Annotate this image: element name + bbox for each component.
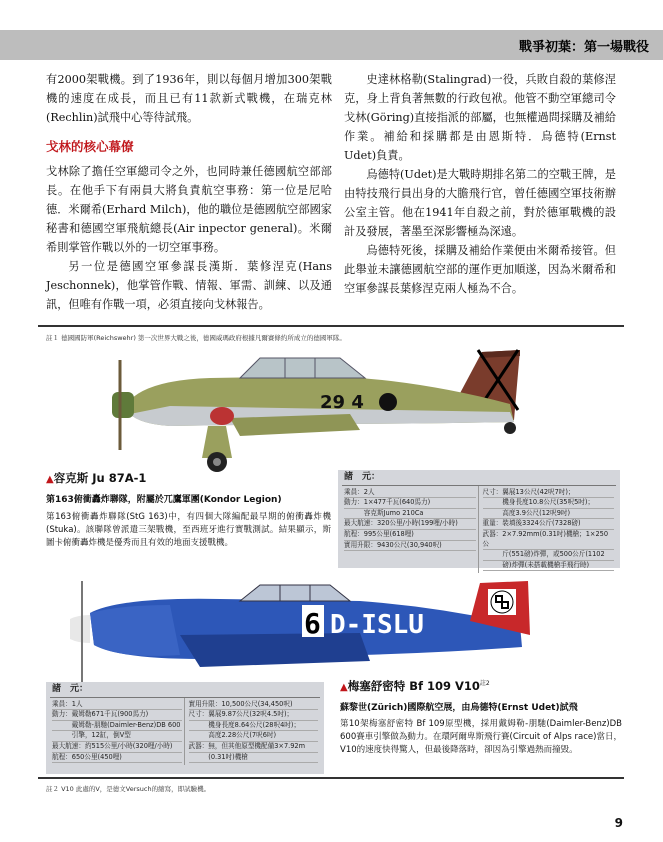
spec-line: 最大航速：320公里/小時(199哩/小時) <box>344 519 476 530</box>
spec-line: 航程：995公里(618哩) <box>344 530 476 541</box>
spec-line: 高度3.9公尺(12呎9吋) <box>483 509 615 520</box>
bf109-code-lead: 6 <box>304 607 321 640</box>
paragraph: 另一位是德國空軍參謀長漢斯．葉修涅克(Hans Jeschonnek)，他掌管作戰、情報、軍需、訓練、以及通訊，但唯有作戰一項，必須直接向戈林報告。 <box>46 260 332 311</box>
spec-line: 實用升限：10,500公尺(34,450呎) <box>189 700 319 711</box>
spec-line: 斤(551磅)炸彈，或500公斤(1102 <box>483 550 615 561</box>
left-column <box>46 70 332 314</box>
spec-line: 動力：戴姆勒671千瓦(900馬力) <box>52 710 182 721</box>
footnote-2: 註２ V10 此處的V，是德文Versuch的縮寫，即試驗機。 <box>46 785 211 793</box>
spec-line: 乘員：1人 <box>52 700 182 711</box>
bf109-title: ▲梅塞舒密特 Bf 109 V10$^{註2}$ <box>340 679 490 693</box>
paragraph: 烏德特死後，採購及補給作業便由米爾希接管。但此舉並未讓德國航空部的運作更加順遂，因為米爾希和空軍參謀長葉修涅克兩人極為不合。 <box>344 244 616 295</box>
divider <box>38 777 624 779</box>
ju87-spec-box <box>338 470 620 568</box>
spec-heading: 諸 元： <box>52 684 89 694</box>
spec-line: 武器：無，但其他原型機配備3×7.92m <box>189 742 319 753</box>
bf109-spec-box <box>46 682 324 774</box>
footnote-marker: 註2 <box>479 680 490 688</box>
spec-line: 引擎，12缸，倒V型 <box>52 731 182 742</box>
section-heading: 戈林的核心幕僚 <box>46 139 134 154</box>
triangle-icon: ▲ <box>340 682 348 693</box>
spec-line: 航程：650公里(450哩) <box>52 753 182 764</box>
spec-line: 最大航速：約515公里/小時(320哩/小時) <box>52 742 182 753</box>
ju87-caption <box>46 470 331 550</box>
spec-line: 武器：2×7.92mm(0.31吋)機槍；1×250公 <box>483 530 615 550</box>
spec-line: 實用升限：9430公尺(30,940呎) <box>344 541 476 552</box>
bf109-illustration <box>60 575 560 690</box>
triangle-icon: ▲ <box>46 474 54 485</box>
spec-line: (0.31吋)機槍 <box>189 753 319 764</box>
spec-line: 磅)炸彈(未搭載機槍手飛行時) <box>483 561 615 572</box>
spec-line: 高度2.28公尺(7呎6吋) <box>189 731 319 742</box>
spec-line: 機身長度8.64公尺(28呎4吋)； <box>189 721 319 732</box>
ju87-title: ▲容克斯 Ju 87A-1 <box>46 471 147 485</box>
spec-line: 乘員：2人 <box>344 488 476 499</box>
spec-line: 機身長度10.8公尺(35呎5吋)； <box>483 498 615 509</box>
chapter-title: 戰爭初葉：第一場戰役 <box>515 36 653 55</box>
ju87-code: 29 4 <box>320 392 364 413</box>
paragraph: 烏德特(Udet)是大戰時期排名第二的空戰王牌，是由特技飛行員出身的大膽飛行官，曾任德國空軍技術辦公室主管。他在1941年自殺之前，對於德軍戰機的設計及發展，著墨至深影響極為深遠。 <box>344 168 616 238</box>
bf109-caption <box>340 678 622 757</box>
paragraph: 有2000架戰機。到了1936年，則以每個月增加300架戰機的速度在成長，而且已有11款新式戰機，在瑞克林(Rechlin)試飛中心等待試飛。 <box>46 73 332 124</box>
ju87-description: 第163俯衝轟炸聯隊(StG 163)中，有四個大隊編配最早期的俯衝轟炸機(Stuka)。該聯隊曾派遣三架戰機，至西班牙進行實戰測試。結果顯示，斯圖卡俯衝轟炸機是優秀而且有效的地面支援戰機。 <box>46 512 331 548</box>
spec-line: 戴姆勒-朋馳(Daimler-Benz)DB 600 <box>52 721 182 732</box>
bf109-code-rest: D-ISLU <box>330 610 424 640</box>
spec-line: 重量：裝填後3324公斤(7328磅) <box>483 519 615 530</box>
spec-heading: 諸 元： <box>344 472 381 482</box>
paragraph: 史達林格勒(Stalingrad)一役，兵敗自殺的葉修涅克，身上背負著無數的行政包袱。他管不動空軍總司令戈林(Göring)直接指派的部屬，也無權過問採購及補給作業。補給和採購都是由恩斯特．烏德特(Ernst Udet)負責。 <box>344 73 616 162</box>
spec-line: 容克斯Jumo 210Ca <box>344 509 476 520</box>
ju87-illustration <box>90 340 550 480</box>
right-column <box>344 70 616 298</box>
divider <box>38 325 624 327</box>
spec-line: 尺寸：翼展9.87公尺(32呎4.5吋)； <box>189 710 319 721</box>
paragraph: 戈林除了擔任空軍總司令之外，也同時兼任德國航空部部長。在他手下有兩員大將負責航空事務：第一位是尼哈德．米爾希(Erhard Milch)，他的職位是德國航空部國家秘書和德國空軍飛航總長(Air inpector general)。米爾希則掌管作戰以外的一切空軍事務。 <box>46 165 332 254</box>
spec-line: 動力：1×477千瓦(640馬力) <box>344 498 476 509</box>
ju87-subtitle: 第163俯衝轟炸聯隊，附屬於兀鷹軍團(Kondor Legion) <box>46 495 282 505</box>
footnote-1: 註１ 德國國防軍(Reichswehr) 第一次世界大戰之後，德國威瑪政府根據凡爾賽條約所成立的德國軍隊。 <box>46 334 346 342</box>
bf109-description: 第10架梅塞舒密特 Bf 109原型機，採用戴姆勒-朋馳(Daimler-Benz)DB 600賽車引擎做為動力。在環阿爾卑斯飛行賽(Circuit of Alps race)當日，V10的速度快得驚人，但最後降落時，卻因為引擎過熱而撞毀。 <box>340 719 622 755</box>
page-number: 9 <box>614 816 623 830</box>
spec-line: 尺寸：翼展13公尺(42呎7吋)； <box>483 488 615 499</box>
bf109-subtitle: 蘇黎世(Zürich)國際航空展，由烏德特(Ernst Udet)試飛 <box>340 703 578 713</box>
